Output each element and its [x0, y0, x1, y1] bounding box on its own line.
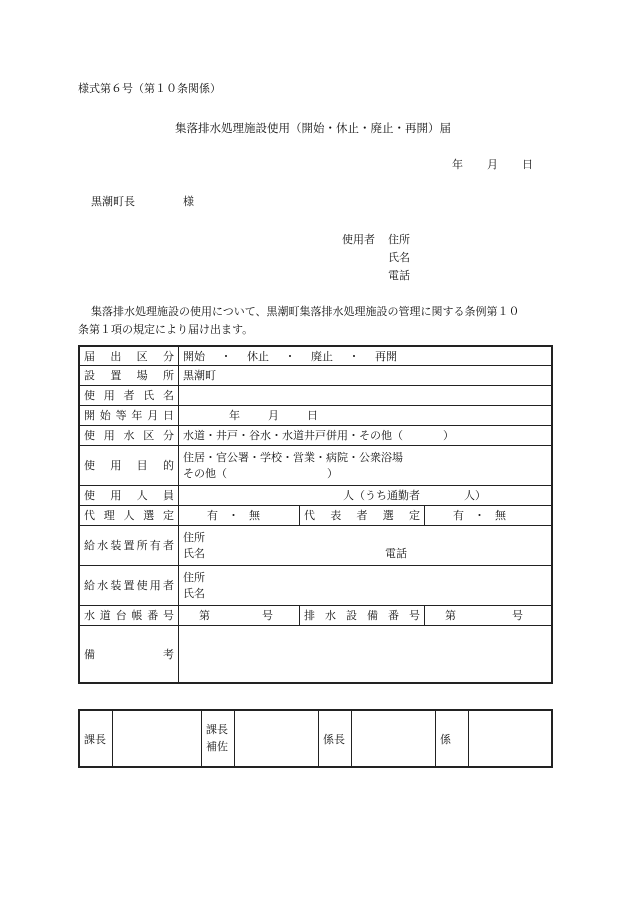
stamp-section-chief[interactable] [113, 710, 202, 767]
approval-table [78, 709, 553, 768]
purpose-options[interactable] [179, 445, 553, 485]
row-supply-user [79, 565, 552, 605]
option-suspend[interactable]: 休止 [247, 349, 269, 363]
label-agent: 代 理 人 選 定 [84, 509, 174, 522]
row-users [79, 485, 552, 505]
label-representative: 代 表 者 選 定 [304, 509, 420, 522]
user-name-field[interactable] [179, 385, 553, 405]
application-table [78, 345, 553, 684]
remarks-field[interactable] [179, 625, 553, 683]
row-agent [79, 505, 552, 525]
agent-options[interactable]: 有 ・ 無 [179, 505, 300, 525]
row-purpose [79, 445, 552, 485]
notice-type-options[interactable]: 開始 ・ 休止 ・ 廃止 ・ 再開 [179, 346, 553, 365]
label-location: 設 置 場 所 [84, 369, 174, 382]
row-notice-type [79, 346, 552, 365]
row-location [79, 365, 552, 385]
label-users: 使 用 人 員 [84, 489, 174, 502]
water-ledger-field[interactable]: 第 号 [179, 605, 300, 625]
label-section-chief: 課長 [79, 710, 113, 767]
form-title: 集落排水処理施設使用（開始・休止・廃止・再開）届 [175, 121, 451, 135]
applicant-label: 使用者 [342, 233, 375, 246]
stamp-staff[interactable] [469, 710, 553, 767]
applicant-address: 住所 [388, 233, 410, 246]
representative-options[interactable]: 有 ・ 無 [425, 505, 553, 525]
applicant-phone: 電話 [388, 269, 410, 282]
label-water-type: 使 用 水 区 分 [84, 429, 174, 442]
addressee-name: 黒潮町長 [91, 195, 135, 208]
applicant-name: 氏名 [388, 251, 410, 264]
supply-owner-field[interactable]: 住所 氏名 電話 [179, 525, 553, 565]
users-field[interactable]: 人（うち通勤者 人） [179, 485, 553, 505]
row-start-date [79, 405, 552, 425]
stamp-deputy[interactable] [235, 710, 319, 767]
label-staff: 係 [436, 710, 469, 767]
drain-number-field[interactable]: 第 号 [425, 605, 553, 625]
form-number: 様式第６号（第１０条関係） [78, 82, 221, 95]
location-value[interactable]: 黒潮町 [179, 365, 553, 385]
option-abolish[interactable]: 廃止 [311, 349, 333, 363]
stamp-chief[interactable] [352, 710, 436, 767]
row-remarks [79, 625, 552, 683]
label-drain-number: 排 水 設 備 番 号 [304, 609, 420, 622]
option-resume[interactable]: 再開 [375, 349, 397, 363]
label-supply-user: 給 水 装 置 使 用 者 [84, 579, 174, 592]
supply-user-field[interactable]: 住所 氏名 [179, 565, 553, 605]
label-user-name: 使 用 者 氏 名 [84, 389, 174, 402]
row-user-name [79, 385, 552, 405]
label-water-ledger: 水 道 台 帳 番 号 [84, 609, 174, 622]
label-chief: 係長 [319, 710, 352, 767]
body-text-line-1: 集落排水処理施設の使用について、黒潮町集落排水処理施設の管理に関する条例第１０ [91, 305, 520, 318]
purpose-line-2: その他（ ） [183, 467, 338, 480]
date-year: 年 [452, 158, 463, 171]
body-text-line-2: 条第１項の規定により届け出ます。 [78, 323, 254, 336]
date-line [452, 156, 533, 172]
label-deputy: 課長 補佐 [202, 710, 235, 767]
row-ledger [79, 605, 552, 625]
row-supply-owner [79, 525, 552, 565]
addressee-honorific: 様 [183, 195, 194, 208]
water-type-options[interactable]: 水道・井戸・谷水・水道井戸併用・その他（ ） [179, 425, 553, 445]
start-date-field[interactable]: 年 月 日 [179, 405, 553, 425]
row-water-type [79, 425, 552, 445]
purpose-line-1: 住居・官公署・学校・営業・病院・公衆浴場 [183, 451, 403, 464]
label-notice-type: 届 出 区 分 [84, 349, 174, 363]
label-supply-owner: 給 水 装 置 所 有 者 [84, 539, 174, 552]
date-month: 月 [487, 158, 498, 171]
label-remarks: 備 考 [84, 647, 174, 661]
label-start-date: 開 始 等 年 月 日 [84, 409, 174, 422]
option-start[interactable]: 開始 [183, 349, 205, 363]
label-purpose: 使 用 目 的 [84, 459, 174, 472]
date-day: 日 [522, 158, 533, 171]
